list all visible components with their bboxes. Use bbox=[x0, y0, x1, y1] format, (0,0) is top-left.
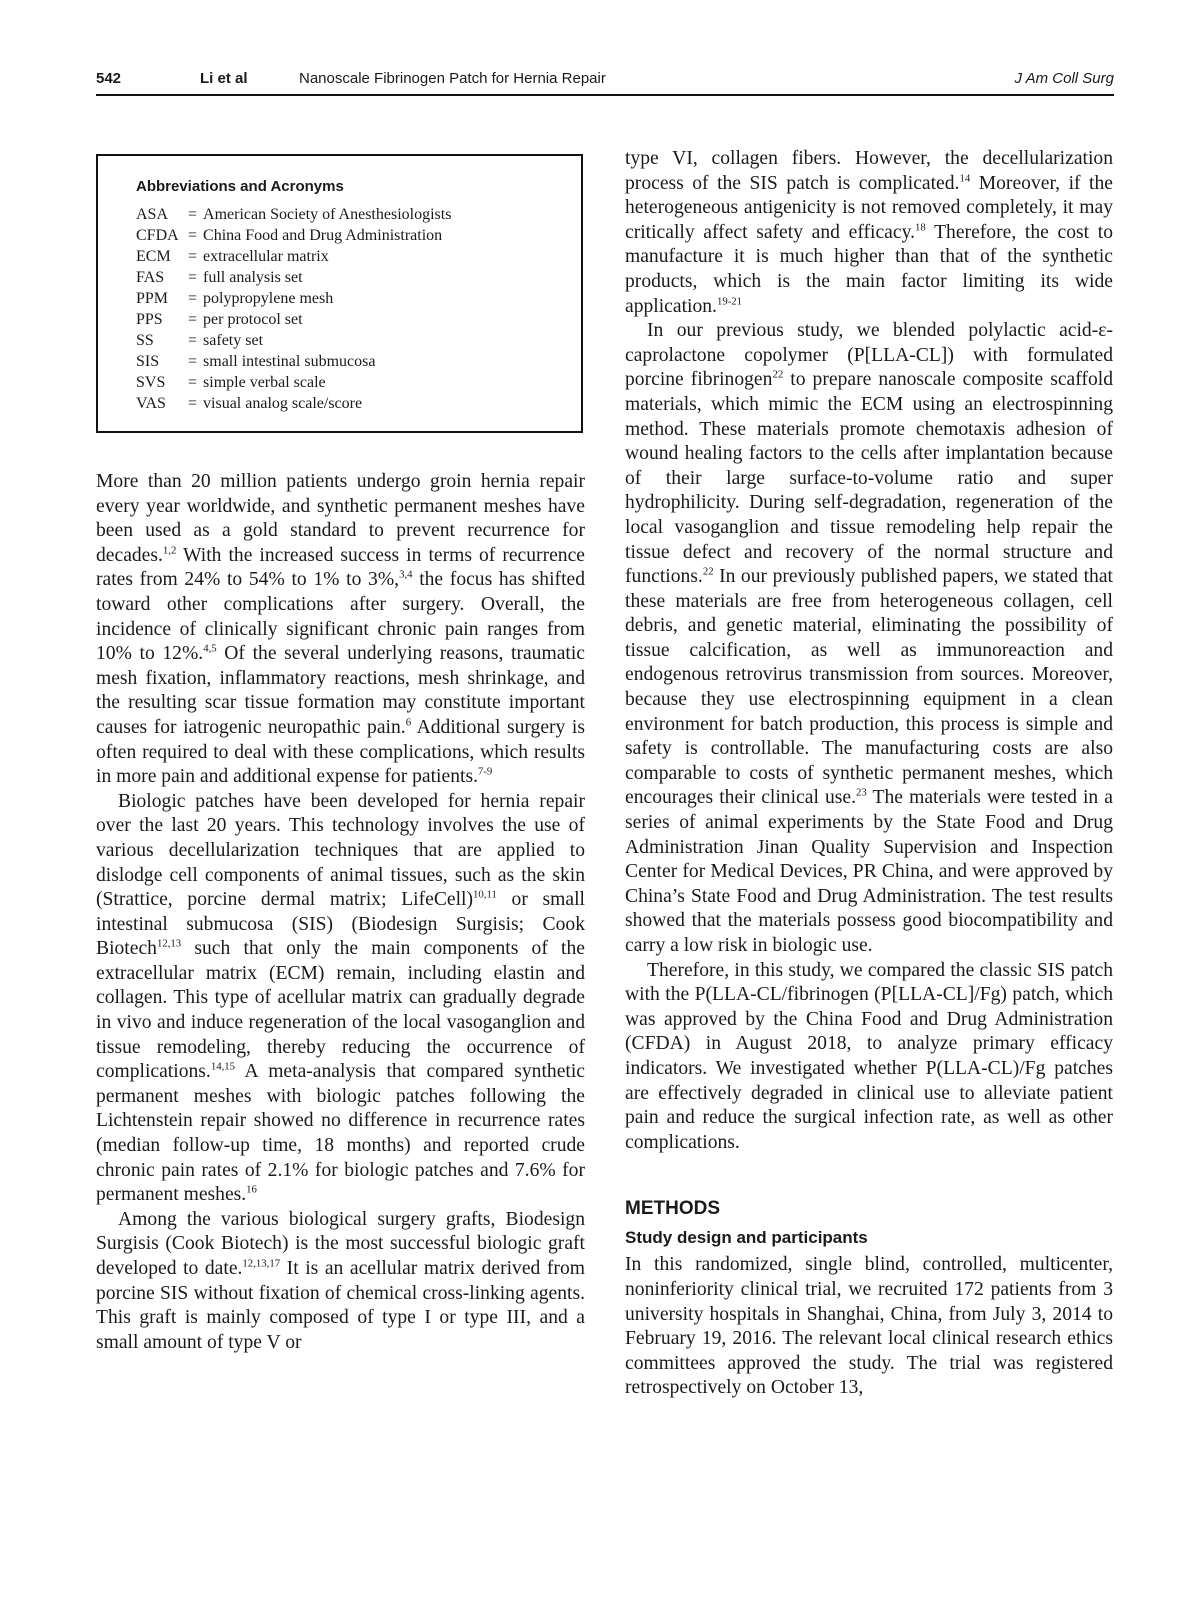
reference-citation: 6 bbox=[405, 716, 412, 729]
paragraph-text: Among the various biological surgery grafts, Biodesign Surgisis (Cook Biotech) is the most successful biologic graft developed to date. bbox=[96, 1208, 585, 1279]
abbreviations-title: Abbreviations and Acronyms bbox=[136, 178, 344, 195]
abbreviation-value: China Food and Drug Administration bbox=[203, 227, 443, 244]
abbreviation-row bbox=[136, 330, 451, 351]
paragraph-text: Moreover, if the heterogeneous antigenicity is not removed completely, it may critically affect safety and efficacy. bbox=[625, 172, 1113, 243]
abbreviation-value: safety set bbox=[203, 332, 264, 349]
paragraph-text: Additional surgery is often required to deal with these complications, which results in more pain and additional expense for patients. bbox=[96, 716, 585, 788]
abbreviation-equals: = bbox=[188, 311, 198, 328]
abbreviation-equals: = bbox=[188, 353, 198, 370]
journal-name: J Am Coll Surg bbox=[1014, 70, 1114, 87]
reference-citation: 10,11 bbox=[473, 888, 497, 901]
reference-citation: 3,4 bbox=[399, 568, 413, 581]
reference-citation: 1,2 bbox=[162, 544, 177, 557]
left-column bbox=[96, 470, 585, 1355]
section-heading-methods: METHODS bbox=[625, 1198, 720, 1220]
paragraph-text: More than 20 million patients undergo groin hernia repair every year worldwide, and synthetic permanent meshes have been used as a gold standard to prevent recurrence for decades. bbox=[96, 471, 585, 566]
abbreviation-equals: = bbox=[188, 290, 198, 307]
body-paragraph bbox=[96, 1208, 585, 1356]
subsection-heading: Study design and participants bbox=[625, 1228, 868, 1248]
abbreviation-equals: = bbox=[188, 332, 198, 349]
paragraph-text: such that only the main components of the extracellular matrix (ECM) remain, including elastin and collagen. This type of acellular matrix can gradually degrade in vivo and induce regeneration of the local vasoganglion and tissue remodeling, thereby reducing the occurrence of complications. bbox=[96, 938, 585, 1083]
abbreviation-equals: = bbox=[188, 374, 198, 391]
running-title: Nanoscale Fibrinogen Patch for Hernia Repair bbox=[299, 70, 606, 87]
paragraph-text: Biologic patches have been developed for hernia repair over the last 20 years. This technology involves the use of various decellularization techniques that are applied to dislodge cell components of animal tissues, such as the skin (Strattice, porcine dermal matrix; LifeCell) bbox=[96, 790, 585, 911]
abbreviation-row bbox=[136, 288, 451, 309]
paragraph-text: In our previous study, we blended polylactic acid-ε-caprolactone copolymer (P[LLA-CL]) with formulated porcine fibrinogen bbox=[625, 320, 1113, 391]
abbreviation-key: CFDA bbox=[136, 227, 179, 244]
paragraph-text: type VI, collagen fibers. However, the decellularization process of the SIS patch is complicated. bbox=[625, 148, 1113, 194]
abbreviation-row bbox=[136, 225, 451, 246]
abbreviation-key: SVS bbox=[136, 374, 166, 391]
abbreviation-value: extracellular matrix bbox=[203, 248, 329, 265]
abbreviations-box bbox=[96, 154, 583, 433]
abbreviation-value: full analysis set bbox=[203, 269, 303, 286]
abbreviation-equals: = bbox=[188, 248, 198, 265]
abbreviation-row bbox=[136, 204, 451, 225]
abbreviation-equals: = bbox=[188, 206, 198, 223]
paragraph-text: A meta-analysis that compared synthetic permanent meshes with biologic patches following the Lichtenstein repair showed no difference in recurrence rates (median follow-up time, 18 months) and reported crude chronic pain rates of 2.1% for biologic patches and 7.6% for permanent meshes. bbox=[96, 1061, 585, 1206]
abbreviation-equals: = bbox=[188, 269, 198, 286]
reference-citation: 4,5 bbox=[203, 642, 217, 655]
reference-citation: 12,13 bbox=[156, 937, 182, 950]
body-paragraph bbox=[625, 319, 1113, 958]
body-paragraph bbox=[96, 790, 585, 1208]
abbreviation-key: VAS bbox=[136, 395, 166, 412]
abbreviation-row bbox=[136, 351, 451, 372]
abbreviation-row bbox=[136, 372, 451, 393]
paragraph-text: Of the several underlying reasons, traumatic mesh fixation, inflammatory reactions, mesh shrinkage, and the resulting scar tissue formation may constitute important causes for iatrogenic neuropathic pain. bbox=[96, 643, 585, 738]
paragraph-text: the focus has shifted toward other complications after surgery. Overall, the incidence of clinically significant chronic pain ranges from 10% to 12%. bbox=[96, 569, 586, 665]
reference-citation: 7-9 bbox=[477, 765, 493, 778]
reference-citation: 12,13,17 bbox=[242, 1257, 281, 1270]
paragraph-text: It is an acellular matrix derived from porcine SIS without fixation of chemical cross-linking agents. This graft is mainly composed of type I or type III, and a small amount of type V or bbox=[96, 1258, 585, 1353]
abbreviation-key: FAS bbox=[136, 269, 165, 286]
header-authors: Li et al bbox=[200, 70, 248, 87]
reference-citation: 14,15 bbox=[210, 1060, 236, 1073]
body-paragraph: In this randomized, single blind, controlled, multicenter, noninferiority clinical trial, we recruited 172 patients from 3 university hospitals in Shanghai, China, from July 3, 2014 to February 19, 2016. The relevant local clinical research ethics committees approved the study. The trial was registered retrospectively on October 13, bbox=[625, 1254, 1113, 1399]
reference-citation: 22 bbox=[702, 565, 714, 578]
reference-citation: 16 bbox=[246, 1183, 257, 1196]
abbreviation-row bbox=[136, 309, 451, 330]
abbreviations-list bbox=[136, 204, 451, 414]
abbreviation-equals: = bbox=[188, 395, 198, 412]
paragraph-text: With the increased success in terms of recurrence rates from 24% to 54% to 1% to 3%, bbox=[96, 544, 585, 591]
paragraph-text: to prepare nanoscale composite scaffold materials, which mimic the ECM using an electrospinning method. These materials promote chemotaxis adhesion of wound healing factors to the cells after implantation because of their large surface-to-volume ratio and super hydrophilicity. During self-degradation, regeneration of the local vasoganglion and tissue remodeling help repair the tissue defect and recovery of the normal structure and functions. bbox=[625, 369, 1113, 588]
abbreviation-value: simple verbal scale bbox=[203, 374, 326, 391]
paragraph-text: or small intestinal submucosa (SIS) (Biodesign Surgisis; Cook Biotech bbox=[96, 889, 585, 960]
paragraph-text: The materials were tested in a series of animal experiments by the State Food and Drug Administration Jinan Quality Supervision and Inspection Center for Medical Devices, PR China, and were approved by China’s State Food and Drug Administration. The test results showed that the materials possess good biocompatibility and carry a low risk in biologic use. bbox=[625, 787, 1113, 956]
abbreviation-key: PPS bbox=[136, 311, 163, 328]
page-number: 542 bbox=[96, 70, 122, 87]
reference-citation: 18 bbox=[915, 221, 926, 234]
body-paragraph bbox=[625, 147, 1113, 319]
abbreviation-key: ECM bbox=[136, 248, 171, 265]
abbreviation-key: ASA bbox=[136, 206, 169, 223]
running-header bbox=[96, 68, 1114, 96]
reference-citation: 22 bbox=[772, 368, 784, 381]
abbreviation-value: polypropylene mesh bbox=[203, 290, 334, 307]
reference-citation: 23 bbox=[856, 786, 867, 799]
paragraph-text: In our previously published papers, we stated that these materials are free from heterogeneous collagen, cell debris, and genetic material, eliminating the possibility of tissue calcification, as well as immunoreaction and endogenous retrovirus transmission from sources. Moreover, because they use electrospinning equipment in a clean environment for batch production, this process is simple and safety is controllable. The manufacturing costs are also comparable to costs of synthetic permanent meshes, which encourages their clinical use. bbox=[625, 566, 1113, 809]
abbreviation-key: SIS bbox=[136, 353, 160, 370]
abbreviation-row bbox=[136, 246, 451, 267]
abbreviation-equals: = bbox=[188, 227, 198, 244]
reference-citation: 14 bbox=[959, 172, 971, 185]
abbreviation-row bbox=[136, 267, 451, 288]
abbreviation-row bbox=[136, 393, 451, 414]
reference-citation: 19-21 bbox=[716, 295, 743, 308]
right-column bbox=[625, 147, 1113, 1401]
body-paragraph: Therefore, in this study, we compared the classic SIS patch with the P(LLA-CL/fibrinogen (P[LLA-CL]/Fg) patch, which was approved by the China Food and Drug Administration (CFDA) in August 2018, to analyze primary efficacy indicators. We investigated whether P(LLA-CL)/Fg patches are effectively degraded in clinical use to alleviate patient pain and reduce the surgical infection rate, as well as other complications. bbox=[625, 959, 1113, 1153]
abbreviation-value: visual analog scale/score bbox=[203, 395, 363, 412]
body-paragraph bbox=[96, 470, 585, 790]
abbreviation-key: SS bbox=[136, 332, 154, 349]
abbreviation-value: American Society of Anesthesiologists bbox=[203, 206, 452, 223]
abbreviation-value: small intestinal submucosa bbox=[203, 353, 376, 370]
abbreviation-value: per protocol set bbox=[203, 311, 303, 328]
paragraph-text: Therefore, the cost to manufacture it is much higher than that of the synthetic products, which is the main factor limiting its wide application. bbox=[625, 221, 1113, 317]
abbreviation-key: PPM bbox=[136, 290, 169, 307]
